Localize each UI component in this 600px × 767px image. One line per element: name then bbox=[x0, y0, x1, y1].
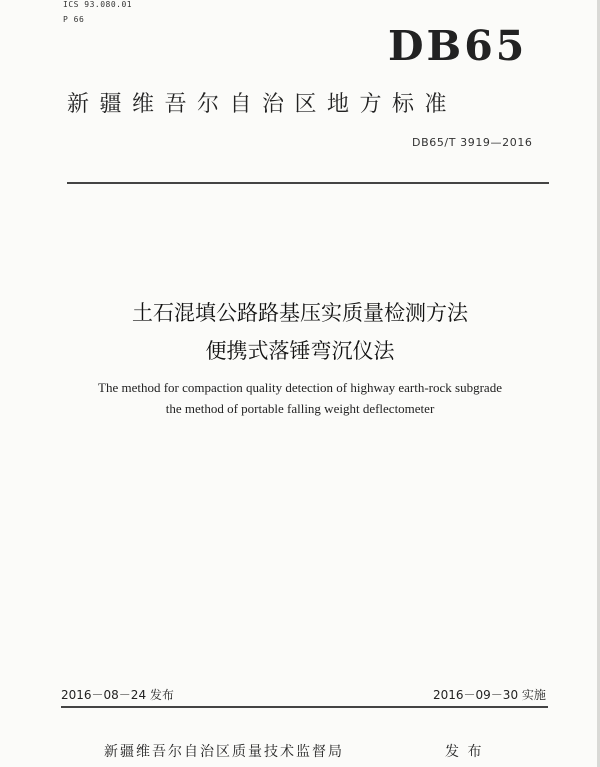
en-title-line1: The method for compaction quality detection of highway earth-rock subgrade bbox=[98, 380, 502, 395]
cn-title-line1: 土石混填公路路基压实质量检测方法 bbox=[132, 301, 468, 325]
standard-category-title: 新疆维吾尔自治区地方标准 bbox=[67, 92, 458, 117]
db65-logo: DB65 bbox=[388, 22, 528, 70]
en-title-line2: the method of portable falling weight deflectometer bbox=[165, 401, 435, 416]
implement-date: 2016－09－30 实施 bbox=[433, 688, 546, 702]
issue-word: 发 布 bbox=[445, 744, 484, 760]
footer-divider bbox=[61, 706, 548, 708]
issue-date: 2016－08－24 发布 bbox=[61, 688, 174, 702]
ics-code: ICS 93.080.01 bbox=[63, 0, 133, 9]
issuer-name: 新疆维吾尔自治区质量技术监督局 bbox=[104, 744, 344, 760]
header-divider bbox=[67, 182, 549, 184]
ccs-code: P 66 bbox=[63, 15, 85, 24]
standard-number: DB65/T 3919—2016 bbox=[412, 136, 533, 149]
cn-title-line2: 便携式落锤弯沉仪法 bbox=[205, 339, 395, 363]
